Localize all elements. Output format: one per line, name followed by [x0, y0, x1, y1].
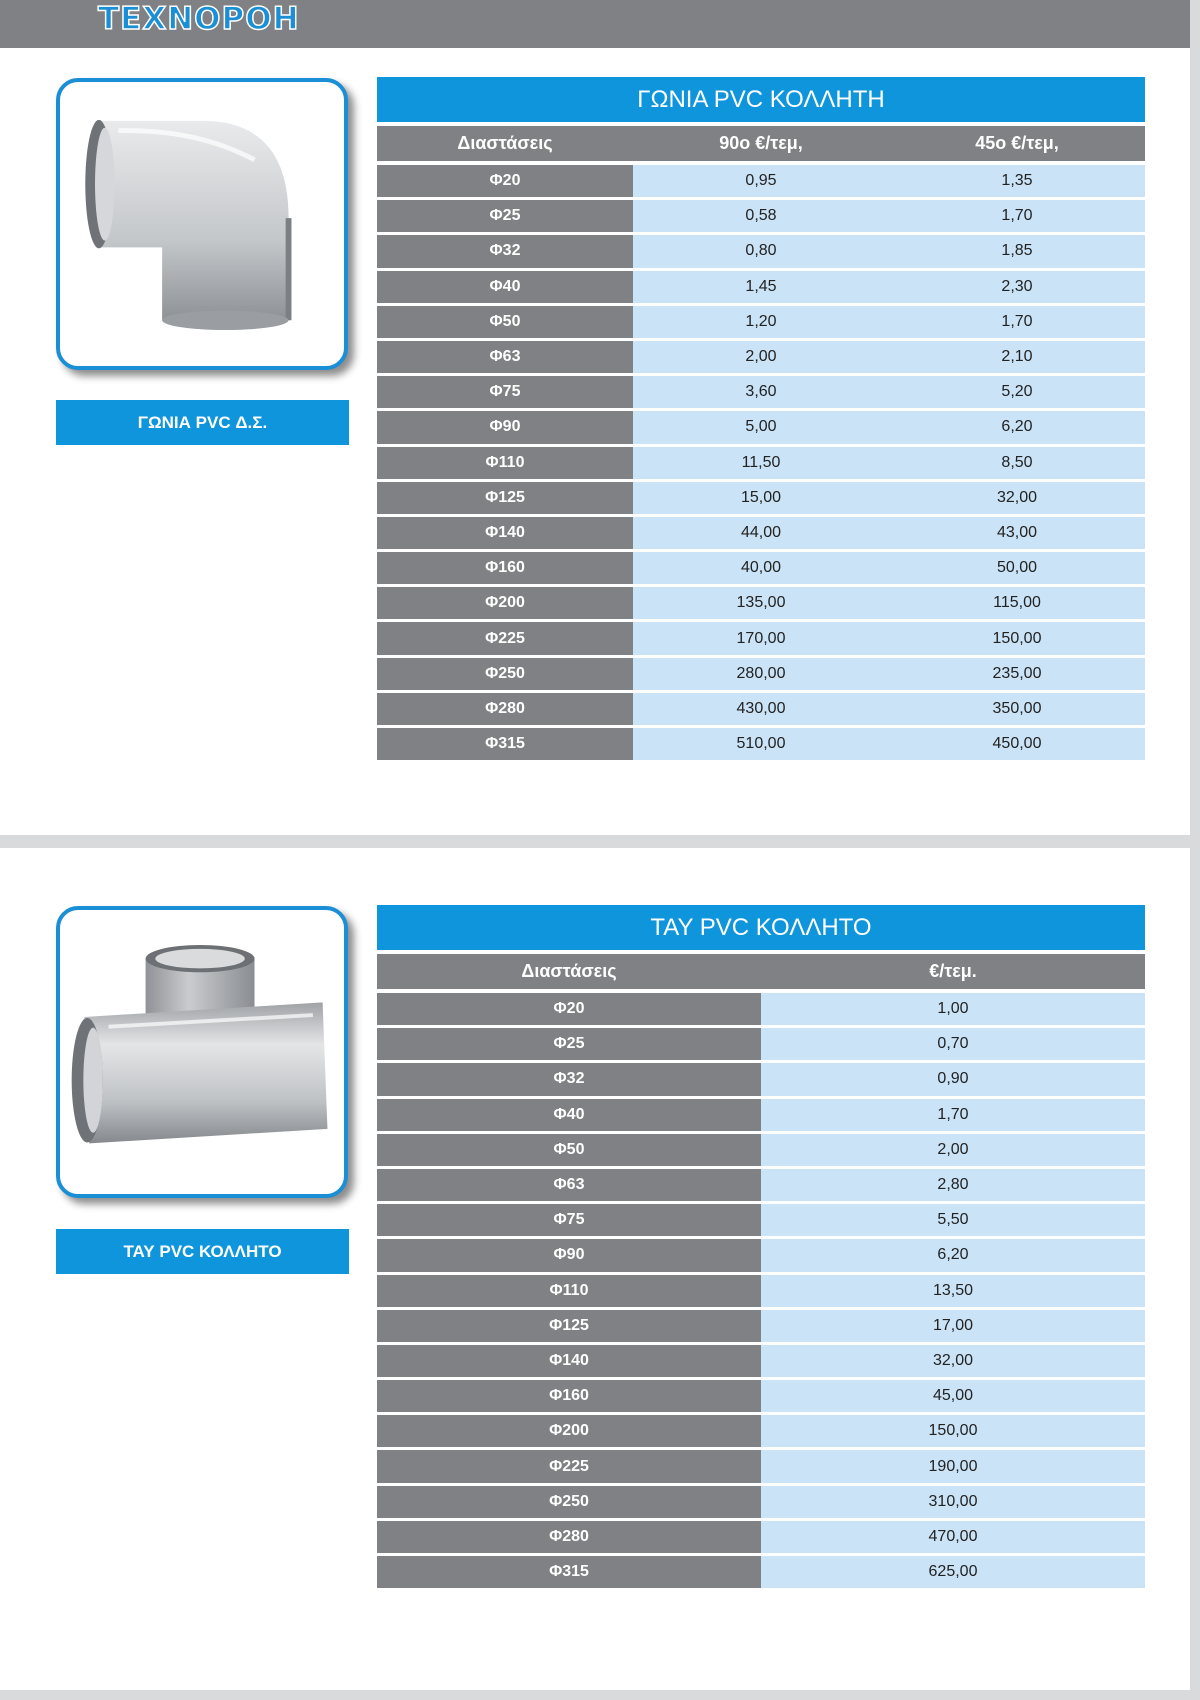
price-cell: 1,85: [889, 235, 1145, 270]
table-row: [377, 1063, 1145, 1098]
table-row: [377, 1556, 1145, 1591]
dimension-cell: Φ200: [377, 1415, 761, 1450]
elbow-product-image: [56, 78, 348, 370]
dimension-cell: Φ315: [377, 1556, 761, 1591]
tee-icon: [60, 910, 344, 1194]
table-row: [377, 1380, 1145, 1415]
price-cell: 280,00: [633, 658, 889, 693]
table-row: [377, 993, 1145, 1028]
dimension-cell: Φ63: [377, 1169, 761, 1204]
price-cell: 8,50: [889, 447, 1145, 482]
table-row: [377, 1450, 1145, 1485]
table-row: [377, 200, 1145, 235]
dimension-cell: Φ75: [377, 1204, 761, 1239]
price-cell: 11,50: [633, 447, 889, 482]
price-cell: 5,20: [889, 376, 1145, 411]
dimension-cell: Φ280: [377, 693, 633, 728]
dimension-cell: Φ225: [377, 1450, 761, 1485]
brand-logo: ΤΕΧΝΟΡΟΗ: [98, 1, 300, 37]
table-row: [377, 693, 1145, 728]
price-cell: 0,58: [633, 200, 889, 235]
table-row: [377, 1415, 1145, 1450]
price-cell: 0,95: [633, 165, 889, 200]
price-cell: 5,50: [761, 1204, 1145, 1239]
dimension-cell: Φ140: [377, 517, 633, 552]
tee-caption: ΤΑΥ PVC ΚΟΛΛΗΤΟ: [56, 1229, 349, 1274]
dimension-cell: Φ110: [377, 1275, 761, 1310]
price-cell: 50,00: [889, 552, 1145, 587]
price-cell: 0,80: [633, 235, 889, 270]
price-cell: 6,20: [761, 1239, 1145, 1274]
table-row: [377, 1310, 1145, 1345]
dimension-cell: Φ25: [377, 200, 633, 235]
dimension-cell: Φ32: [377, 1063, 761, 1098]
price-cell: 17,00: [761, 1310, 1145, 1345]
price-cell: 6,20: [889, 411, 1145, 446]
price-cell: 150,00: [889, 622, 1145, 657]
table-row: [377, 658, 1145, 693]
price-cell: 430,00: [633, 693, 889, 728]
column-header: Διαστάσεις: [377, 950, 761, 993]
price-cell: 135,00: [633, 587, 889, 622]
price-cell: 1,35: [889, 165, 1145, 200]
dimension-cell: Φ50: [377, 1134, 761, 1169]
table-title: ΓΩΝΙΑ PVC ΚΟΛΛΗΤΗ: [377, 77, 1145, 122]
price-cell: 150,00: [761, 1415, 1145, 1450]
price-cell: 44,00: [633, 517, 889, 552]
price-cell: 32,00: [889, 482, 1145, 517]
column-header: Διαστάσεις: [377, 122, 633, 165]
table-row: [377, 482, 1145, 517]
price-cell: 470,00: [761, 1521, 1145, 1556]
dimension-cell: Φ50: [377, 306, 633, 341]
table-row: [377, 1239, 1145, 1274]
table-body: [377, 993, 1145, 1591]
table-row: [377, 1345, 1145, 1380]
price-cell: 310,00: [761, 1486, 1145, 1521]
price-cell: 13,50: [761, 1275, 1145, 1310]
dimension-cell: Φ20: [377, 165, 633, 200]
dimension-cell: Φ280: [377, 1521, 761, 1556]
table-row: [377, 1204, 1145, 1239]
column-header: 45ο €/τεμ,: [889, 122, 1145, 165]
elbow-icon: [60, 82, 344, 366]
price-cell: 1,45: [633, 271, 889, 306]
dimension-cell: Φ160: [377, 552, 633, 587]
price-cell: 170,00: [633, 622, 889, 657]
price-cell: 5,00: [633, 411, 889, 446]
page-edge: [1190, 0, 1200, 1700]
table-row: [377, 1275, 1145, 1310]
table-row: [377, 728, 1145, 763]
price-cell: 1,70: [889, 200, 1145, 235]
price-cell: 32,00: [761, 1345, 1145, 1380]
dimension-cell: Φ200: [377, 587, 633, 622]
price-cell: 40,00: [633, 552, 889, 587]
table-row: [377, 517, 1145, 552]
price-cell: 115,00: [889, 587, 1145, 622]
table-row: [377, 1028, 1145, 1063]
dimension-cell: Φ315: [377, 728, 633, 763]
table-row: [377, 271, 1145, 306]
elbow-caption: ΓΩΝΙΑ PVC Δ.Σ.: [56, 400, 349, 445]
dimension-cell: Φ125: [377, 1310, 761, 1345]
dimension-cell: Φ63: [377, 341, 633, 376]
dimension-cell: Φ160: [377, 1380, 761, 1415]
table-row: [377, 235, 1145, 270]
price-cell: 190,00: [761, 1450, 1145, 1485]
table-row: [377, 376, 1145, 411]
dimension-cell: Φ90: [377, 1239, 761, 1274]
price-cell: 350,00: [889, 693, 1145, 728]
column-header: €/τεμ.: [761, 950, 1145, 993]
tee-price-table: [377, 905, 1145, 1591]
elbow-price-table: [377, 77, 1145, 763]
price-cell: 2,10: [889, 341, 1145, 376]
price-cell: 0,90: [761, 1063, 1145, 1098]
table-row: [377, 165, 1145, 200]
dimension-cell: Φ90: [377, 411, 633, 446]
dimension-cell: Φ250: [377, 1486, 761, 1521]
price-cell: 43,00: [889, 517, 1145, 552]
table-row: [377, 552, 1145, 587]
table-row: [377, 1169, 1145, 1204]
price-cell: 1,70: [889, 306, 1145, 341]
dimension-cell: Φ110: [377, 447, 633, 482]
table-row: [377, 1521, 1145, 1556]
table-row: [377, 1099, 1145, 1134]
table-row: [377, 587, 1145, 622]
price-cell: 450,00: [889, 728, 1145, 763]
table-title: ΤΑΥ PVC ΚΟΛΛΗΤΟ: [377, 905, 1145, 950]
price-cell: 15,00: [633, 482, 889, 517]
price-cell: 0,70: [761, 1028, 1145, 1063]
table-row: [377, 306, 1145, 341]
dimension-cell: Φ20: [377, 993, 761, 1028]
price-cell: 1,70: [761, 1099, 1145, 1134]
table-row: [377, 447, 1145, 482]
price-cell: 2,30: [889, 271, 1145, 306]
dimension-cell: Φ40: [377, 1099, 761, 1134]
price-cell: 2,80: [761, 1169, 1145, 1204]
table-row: [377, 622, 1145, 657]
dimension-cell: Φ40: [377, 271, 633, 306]
dimension-cell: Φ140: [377, 1345, 761, 1380]
price-cell: 1,20: [633, 306, 889, 341]
table-row: [377, 1486, 1145, 1521]
table-row: [377, 341, 1145, 376]
dimension-cell: Φ250: [377, 658, 633, 693]
table-row: [377, 1134, 1145, 1169]
dimension-cell: Φ125: [377, 482, 633, 517]
price-cell: 2,00: [633, 341, 889, 376]
dimension-cell: Φ25: [377, 1028, 761, 1063]
table-row: [377, 411, 1145, 446]
price-cell: 510,00: [633, 728, 889, 763]
table-body: [377, 165, 1145, 763]
dimension-cell: Φ32: [377, 235, 633, 270]
dimension-cell: Φ75: [377, 376, 633, 411]
tee-product-image: [56, 906, 348, 1198]
price-cell: 2,00: [761, 1134, 1145, 1169]
column-header: 90ο €/τεμ,: [633, 122, 889, 165]
price-cell: 235,00: [889, 658, 1145, 693]
price-cell: 1,00: [761, 993, 1145, 1028]
price-cell: 3,60: [633, 376, 889, 411]
price-cell: 45,00: [761, 1380, 1145, 1415]
top-bar: [0, 0, 1200, 48]
dimension-cell: Φ225: [377, 622, 633, 657]
price-cell: 625,00: [761, 1556, 1145, 1591]
